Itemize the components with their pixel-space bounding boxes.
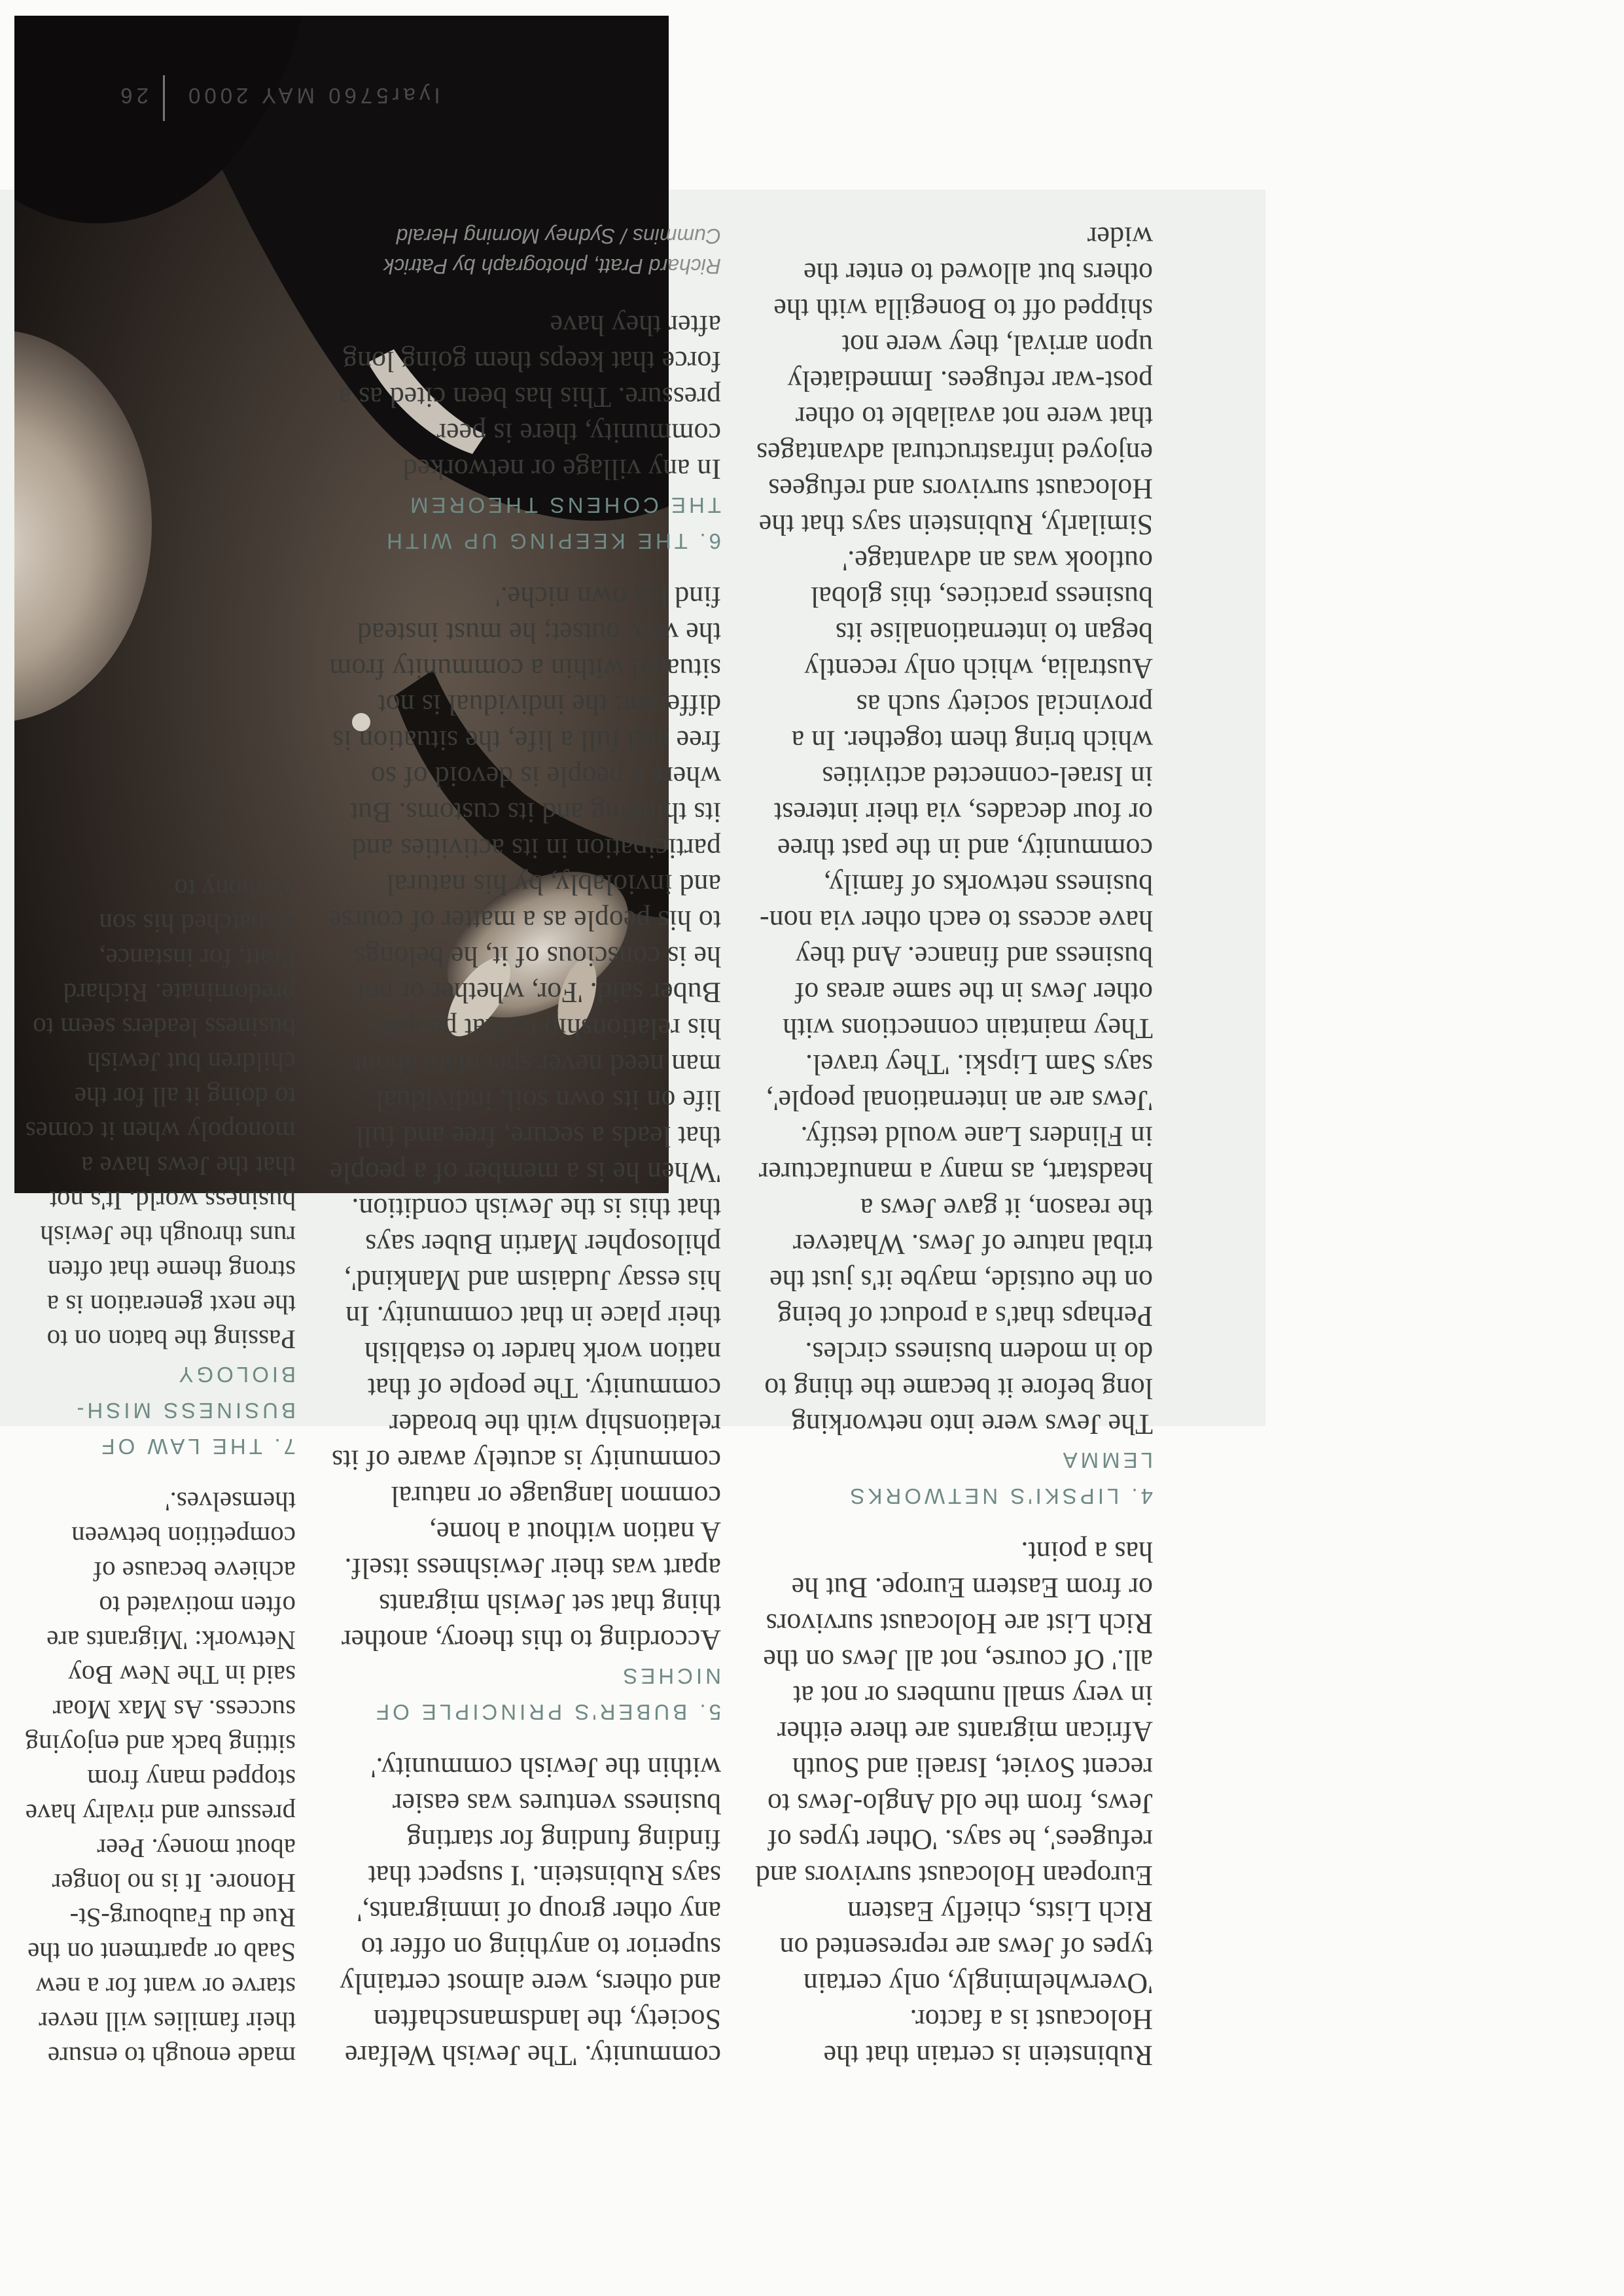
heading-law-of-business-mish-biology: 7. THE LAW OF BUSINESS MISH-BIOLOGY [73,1363,296,1459]
heading-bubers-principle-of-niches: 5. BUBER'S PRINCIPLE OF NICHES [372,1664,721,1724]
column-a-paragraph-2: The Jews were into networking long before it became the thing to do in modern business circles. Perhaps that's a product of being on the outside, maybe it's just the tribal nature of Jews. Whatever the reason, it gave Jews a headstart, as many a manufacturer in Flinders Lane would testify. 'Jews are an international people', says Sam Lipski. 'They travel. They maintain connections with other Jews in the same areas of business and finance. And they have access to each other via non-business networks of family, community, and in the past three or four decades, via their interest in Israel-connected activities which bring them together. In a provincial society such as Australia, which only recently began to internationalise its business practices, this global outlook was an advantage.' Similarly, Rubinstein says that the Holocaust survivors and refugees enjoyed infrastructural advantages that were not available to other post-war refugees. Immediately upon arrival, they were not shipped off to Bonegilla with the others but allowed to enter the wider [756,221,1153,1440]
photo-caption-text [328,221,721,281]
column-b-paragraph-2: According to this theory, another thing that set Jewish migrants apart was their Jewishness itself. A nation without a home, common language or natural community is acutely aware of its relationship with the broader community. The people of that nation work harder to establish their place in that community. In his essay Judaism and Mankind', philosopher Martin Buber says that this is the Jewish condition. 'When he is a member of a people that leads a secure, free and full life on its own soil, individual man need never speculate about his relationship to that people,' Buber said. 'For, whether or not he is conscious of it, he belongs to his people as a matter of course and inviolably, by his natural participation in its activities and its thinking and its customs. But where a people is devoid of so free and full a life, the situation is different: the individual is not situated within a community from the very outset; he must instead find his own niche.' [328,581,721,1656]
issue-date: Iyar5760 MAY 2000 [185,84,440,108]
column-c [14,871,296,2074]
column-a-paragraph-1: Rubinstein is certain that the Holocaust is a factor. 'Overwhelmingly, only certain types of Jews are represented on Rich Lists, chiefly Eastern European Holocaust survivors and refugees', he says. 'Other types of Jews, from the old Anglo-Jews to recent Soviet, Israeli and South African migrants are there either in very small numbers or not at all.' Of course, not all Jews on the Rich List are Holocaust survivors or from Eastern Europe. But he has a point. [755,1536,1153,2072]
folio-divider [163,75,165,121]
page-number: 26 [116,84,149,108]
column-b [328,221,721,2074]
column-c-paragraph-1: made enough to ensure their families will never starve or want for a new Saab or apartment on the Rue du Faubourg-St-Honore. It is no longer about money. Peer pressure and rivalry have stopped many from sitting back and enjoying success. As Max Moar said in The New Boy Network: 'Migrants are often motivated to achieve because of competition between themselves.' [25,1487,296,2072]
caption-line-1: Richard Pratt, photograph by Patrick [383,254,721,278]
column-b-paragraph-1: community. 'The Jewish Welfare Society, the landsmanschaften and others, were almost certainly superior to anything on offer to any other group of immigrants,' says Rubinstein. 'I suspect that finding funding for starting business ventures was easier within the Jewish community.' [340,1752,721,2072]
column-c-paragraph-2: Passing the baton on to the next generation is a strong theme that often runs through the Jewish business world. It's not that the Jews have a monopoly when it comes to doing it all for the children but Jewish business leaders seem to predominate. Richard Pratt, for instance, dispatched his son Anthony to [25,874,296,1355]
heading-keeping-up-with-the-cohens-theorem: 6. THE KEEPING UP WITH THE COHENS THEOREM [383,493,721,553]
column-b-paragraph-3: In any village or networked community, there is peer pressure. This has been cited as a force that keeps them going long after they have [338,309,721,485]
heading-lipskis-networks-lemma: 4. LIPSKI'S NETWORKS LEMMA [847,1448,1153,1508]
caption-line-2: Cummins / Sydney Morning Herald [396,224,721,248]
column-a [754,219,1153,2074]
